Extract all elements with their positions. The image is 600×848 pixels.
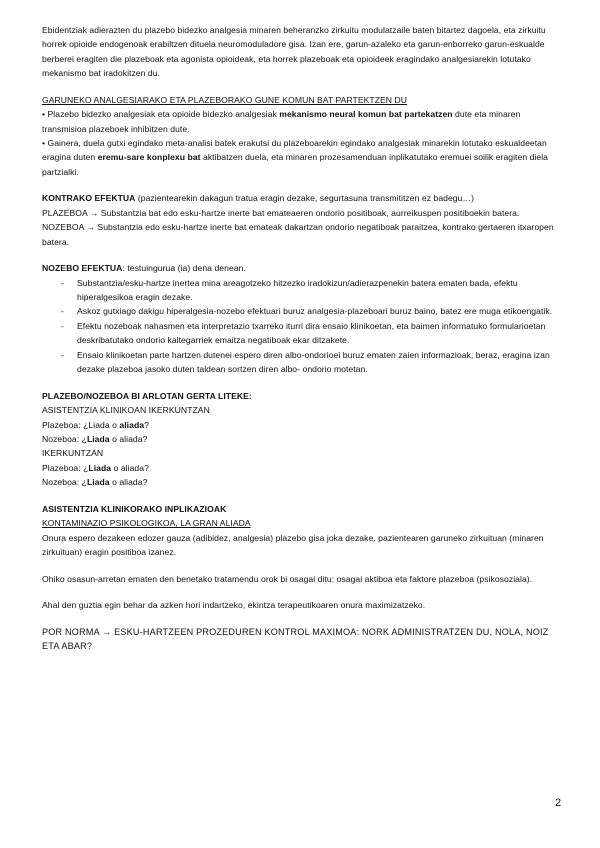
section-heading-shared-mechanism: GARUNEKO ANALGESIARAKO ETA PLAZEBORAKO GUNE KOMUN BAT PARTEKTZEN DU — [42, 94, 408, 105]
bullet-meta-analysis: • Gainera, duela gutxi egindako meta-analisi batek erakutsi du plazeboarekin egindako analgesiak minarekin lotutako eskualdeetan eragina duten eremu-sare konplexu bat aktibatzen duela, eta minaren prozesamenduan inplikatutako eremuei soilik eragiten diela partzialki. — [42, 138, 548, 177]
research-subtitle: IKERKUNTZAN — [42, 448, 104, 459]
treatment-components-paragraph: Ohiko osasun-arretan ematen den benetako tratamendu orok bi osagai ditu: osagai aktiboa eta faktore plazeboa (psikosoziala). — [42, 573, 533, 584]
question-plazeboa-research: Plazeboa: ¿Liada o aliada? — [42, 462, 149, 473]
question-nozeboa-clinical: Nozeboa: ¿Liada o aliada? — [42, 433, 148, 444]
two-areas-heading: PLAZEBO/NOZEBOA BI ARLOTAN GERTA LITEKE: — [42, 390, 252, 401]
norm-paragraph: POR NORMA → ESKU-HARTZEEN PROZEDUREN KONTROL MAXIMOA: NORK ADMINISTRATZEN DU, NOLA, NOIZ ETA ABAR? — [42, 626, 549, 652]
page-content — [42, 23, 562, 654]
list-item: - Efektu nozeboak nahasmen eta interpretazio txarreko iturri dira ensaio klinikoetan, eta baimen informatuko formularioetan deskribatutako ondorio kaltegarriek emaitza negatiboak ekar ditzakete. — [61, 320, 546, 346]
clinical-implications-heading: ASISTENTZIA KLINIKORAKO INPLIKAZIOAK — [42, 503, 227, 514]
nocebo-effect-title: NOZEBO EFEKTUA: testuingurua (ia) dena denean. — [42, 263, 246, 274]
plazeboa-definition: PLAZEBOA → Substantzia bat edo esku-hartze inerte bat emateaeren ondorio positiboak, aurreikuspen positiboekin batera. — [42, 207, 520, 218]
page-number: 2 — [555, 797, 562, 809]
reinforce-paragraph: Ahal den guztia egin behar da azken hori indartzeko, ekintza terapeutikoaren onura maximizatzeko. — [42, 600, 426, 611]
list-item: - Askoz gutxiago dakigu hiperalgesia-nozebo efektuari buruz analgesia-plazeboari buruz baino, batez ere muga etikoengatik. — [61, 306, 553, 317]
list-item: - Substantzia/esku-hartze inertea mina areagotzeko hitzezko iradokizun/adierazpenekin batera ematen bada, efektu hiperalgesikoa eragin dezake. — [61, 277, 518, 303]
bullet-neural-mechanism: • Plazebo bidezko analgesiak eta opioide bidezko analgesiak mekanismo neural komun bat partekatzen dute eta minaren transmisioa plazeboek inhibitzen dute. — [42, 109, 521, 134]
benefit-paragraph: Onura espero dezakeen edozer gauza (adibidez, analgesia) plazebo gisa joka dezake, pazientearen garuneko zirkuituan (minaren zirkuituan) eragin positiboa izanez. — [42, 532, 544, 557]
contrary-effect-title: KONTRAKO EFEKTUA (pazientearekin dakagun tratua eragin dezake, segurtasuna transmititzen ez badegu…) — [42, 193, 475, 204]
nozeboa-definition: NOZEBOA → Substantzia edo esku-hartze inerte bat emateak dakartzan ondorio negatiboak paraitzea, kontrako gertaeren itxaropen batera. — [42, 222, 554, 247]
question-nozeboa-research: Nozeboa: ¿Liada o aliada? — [42, 477, 148, 488]
list-item: - Ensaio klinikoetan parte hartzen dutenei espero diren albo-ondorioei buruz ematen zaien informazioak, beraz, eragina izan dezake plazeboa jasoko duten taldean sortzen diren albo- ondorio motetan. — [61, 349, 550, 375]
nocebo-effect-list — [42, 276, 562, 377]
clinical-research-subtitle: ASISTENTZIA KLINIKOAN IKERKUNTZAN — [42, 405, 210, 416]
intro-paragraph: Ebidentziak adierazten du plazebo bidezko analgesia minaren beheranzko zirkuitu modulatzaile baten bitartez dagoela, eta zirkuitu horrek opioide endogenoak erabiltzen dituela neuromoduladore gisa. Izan ere, garun-azaleko eta garun-enborreko garun-eskualde berberei eragiten die plazeboak eta agonista opioideak, eta horrek plazeboak eta opioideek eragindako analgesiarekin lotutako mekanismo bat iradokitzen du. — [42, 25, 546, 79]
psychological-contamination-subheading: KONTAMINAZIO PSIKOLOGIKOA, LA GRAN ALIADA — [42, 518, 251, 529]
question-plazeboa-clinical: Plazeboa: ¿Liada o aliada? — [42, 419, 149, 430]
